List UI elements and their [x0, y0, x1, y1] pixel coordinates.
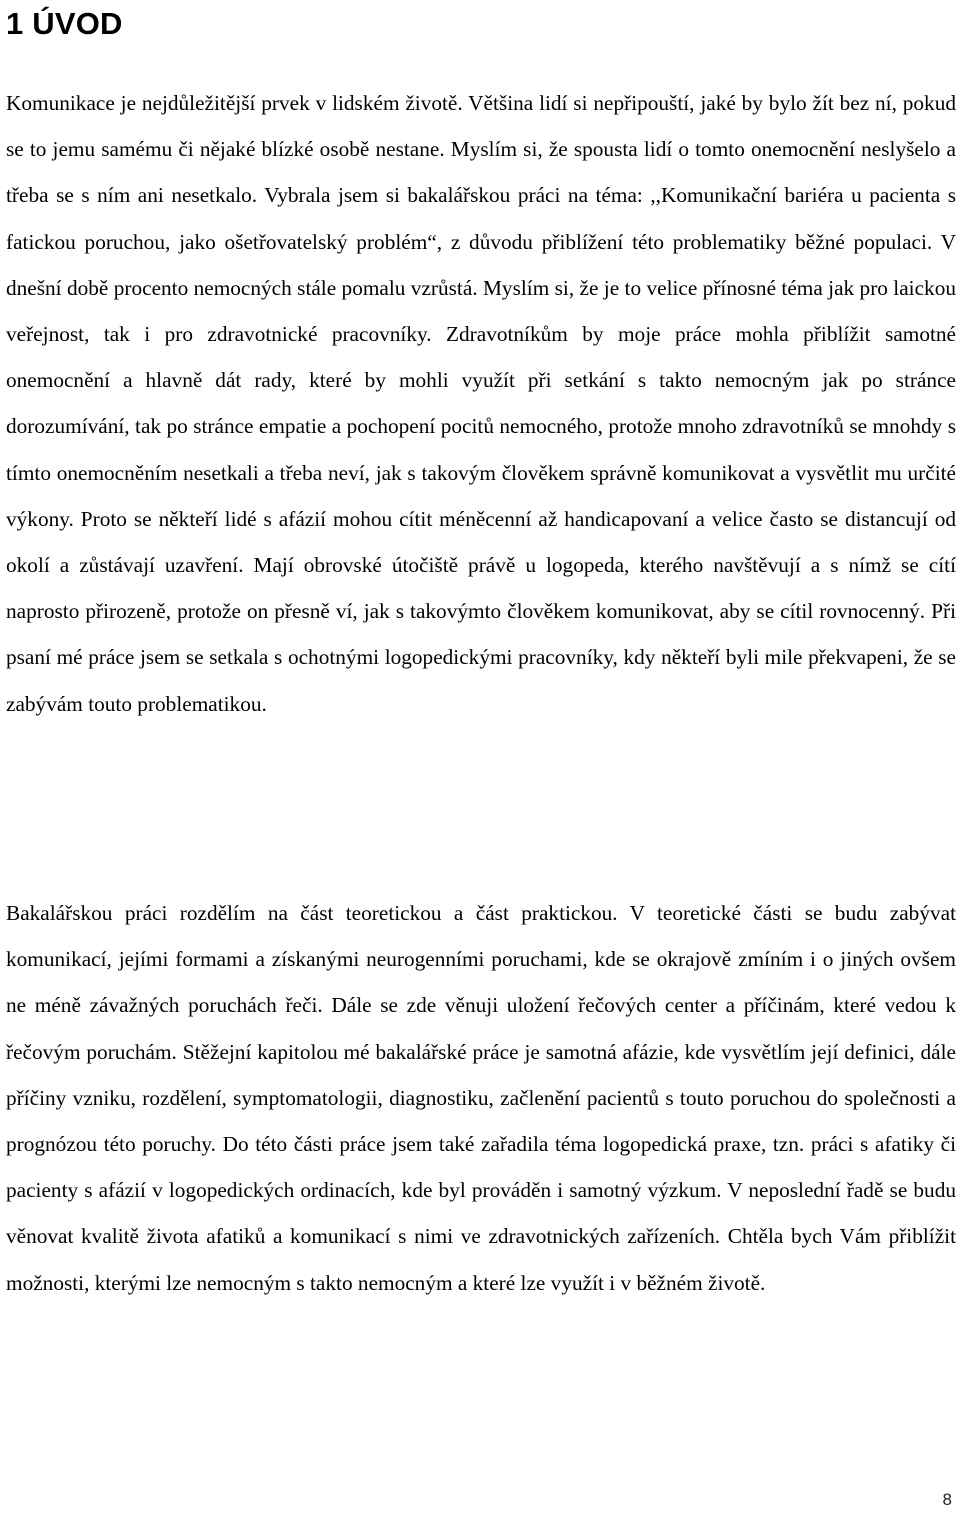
- paragraph-structure: Bakalářskou práci rozdělím na část teoretickou a část praktickou. V teoretické části se budu zabývat komunikací, jejími formami a získanými neurogenními poruchami, kde se okrajově zmíním i o jiných ovšem ne méně závažných poruchách řeči. Dále se zde věnuji uložení řečových center a příčinám, které vedou k řečovým poruchám. Stěžejní kapitolou mé bakalářské práce je samotná afázie, kde vysvětlím její definici, dále příčiny vzniku, rozdělení, symptomatologii, diagnostiku, začlenění pacientů s touto poruchou do společnosti a prognózou této poruchy. Do této části práce jsem také zařadila téma logopedická praxe, tzn. práci s afatiky či pacienty s afázií v logopedických ordinacích, kde byl prováděn i samotný výzkum. V neposlední řadě se budu věnovat kvalitě života afatiků a komunikací s nimi ve zdravotnických zařízeních. Chtěla bych Vám přiblížit možnosti, kterými lze nemocným s takto nemocným a které lze využít i v běžném životě.: [6, 901, 956, 1295]
- chapter-heading: 1 ÚVOD: [6, 6, 123, 41]
- page-number: 8: [942, 1490, 952, 1509]
- paragraph-introduction: Komunikace je nejdůležitější prvek v lidském životě. Většina lidí si nepřipouští, jaké by bylo žít bez ní, pokud se to jemu samému či nějaké blízké osobě nestane. Myslím si, že spousta lidí o tomto onemocnění neslyšelo a třeba se s ním ani nesetkalo. Vybrala jsem si bakalářskou práci na téma: ,,Komunikační bariéra u pacienta s fatickou poruchou, jako ošetřovatelský problém“, z důvodu přiblížení této problematiky běžné populaci. V dnešní době procento nemocných stále pomalu vzrůstá. Myslím si, že je to velice přínosné téma jak pro laickou veřejnost, tak i pro zdravotnické pracovníky. Zdravotníkům by moje práce mohla přiblížit samotné onemocnění a hlavně dát rady, které by mohli využít při setkání s takto nemocným jak po stránce dorozumívání, tak po stránce empatie a pochopení pocitů nemocného, protože mnoho zdravotníků se mnohdy s tímto onemocněním nesetkali a třeba neví, jak s takovým člověkem správně komunikovat a vysvětlit mu určité výkony. Proto se někteří lidé s afázií mohou cítit méněcenní až handicapovaní a velice často se distancují od okolí a zůstávají uzavření. Mají obrovské útočiště právě u logopeda, kterého navštěvují a s nímž se cítí naprosto přirozeně, protože on přesně ví, jak s takovýmto člověkem komunikovat, aby se cítil rovnocenný. Při psaní mé práce jsem se setkala s ochotnými logopedickými pracovníky, kdy někteří byli mile překvapeni, že se zabývám touto problematikou.: [6, 91, 956, 716]
